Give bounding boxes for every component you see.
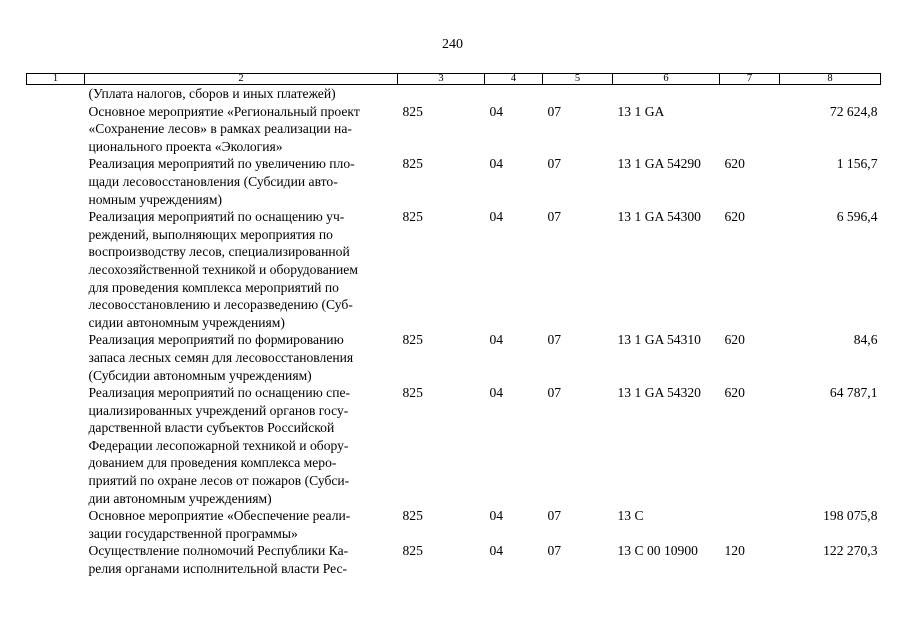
table-row [27,384,881,507]
table-row [27,85,881,103]
column-number-2: 2 [85,74,398,85]
item-name-line: дарственной власти субъектов Российской [88,420,335,436]
item-name-line: приятий по охране лесов от пожаров (Субси- [88,473,350,489]
item-name-line: (Уплата налогов, сборов и иных платежей) [88,86,336,101]
item-name-line: Осуществление полномочий Республики Ка- [88,543,349,559]
subsection-cell: 07 [547,103,562,119]
col1-cell [27,542,85,577]
col1-cell [27,208,85,331]
item-name-line: Реализация мероприятий по оснащению уч- [88,209,345,225]
amount-cell: 1 156,7 [836,156,878,172]
page-number: 240 [442,37,463,52]
amount-cell: 84,6 [853,332,878,348]
item-name-line: релия органами исполнительной власти Рес- [88,561,348,577]
admin-code-cell [398,85,485,103]
item-name-line: лесовосстановлению и лесоразведению (Суб- [88,297,353,313]
table-body [27,85,881,578]
column-number-4: 4 [485,74,543,85]
item-name-line: Федерации лесопожарной техникой и обору- [88,437,349,453]
subsection-cell: 07 [547,385,562,401]
target-article-cell: 13 С [617,508,644,524]
col1-cell [27,85,85,103]
target-article-cell: 13 1 GA 54300 [617,209,701,225]
admin-code-cell: 825 [402,385,423,401]
item-name-cell [85,85,398,103]
expense-type-cell: 120 [724,543,745,559]
col1-cell [27,103,85,156]
section-cell [485,85,543,103]
subsection-cell: 07 [547,156,562,172]
target-article-cell: 13 1 GA [617,103,665,119]
table-row [27,331,881,384]
column-number-6: 6 [613,74,720,85]
section-cell: 04 [489,543,504,559]
col1-cell [27,331,85,384]
admin-code-cell: 825 [402,543,423,559]
subsection-cell: 07 [547,508,562,524]
item-name-line: запаса лесных семян для лесовосстановления [88,349,354,365]
subsection-cell [543,85,613,103]
subsection-cell: 07 [547,543,562,559]
table-row [27,208,881,331]
item-name-line: лесохозяйственной техникой и оборудованием [88,261,358,277]
amount-cell [780,85,881,103]
item-name-cell [85,384,398,507]
section-cell: 04 [489,209,504,225]
table-row [27,542,881,577]
column-number-1: 1 [27,74,85,85]
item-name-line: ционального проекта «Экология» [88,138,283,154]
item-name-line: «Сохранение лесов» в рамках реализации на- [88,121,352,137]
item-name-line: Основное мероприятие «Региональный проект [88,103,360,119]
item-name-line: для проведения комплекса мероприятий по [88,279,339,295]
item-name-cell [85,208,398,331]
item-name-line: номным учреждениям) [88,191,223,207]
item-name-cell [85,507,398,542]
expense-type-cell: 620 [724,156,745,172]
item-name-line: зации государственной программы» [88,525,298,541]
admin-code-cell: 825 [402,332,423,348]
item-name-line: циализированных учреждений органов госу- [88,402,349,418]
target-article-cell: 13 1 GA 54310 [617,332,701,348]
expense-type-cell [720,103,780,156]
amount-cell: 6 596,4 [836,209,878,225]
item-name-line: Реализация мероприятий по оснащению спе- [88,385,351,401]
expense-type-cell: 620 [724,385,745,401]
amount-cell: 64 787,1 [829,385,878,401]
item-name-line: сидии автономным учреждениям) [88,314,285,330]
admin-code-cell: 825 [402,508,423,524]
column-number-7: 7 [720,74,780,85]
item-name-cell [85,542,398,577]
col1-cell [27,507,85,542]
section-cell: 04 [489,332,504,348]
column-number-5: 5 [543,74,613,85]
target-article-cell: 13 С 00 10900 [617,543,698,559]
amount-cell: 72 624,8 [829,103,878,119]
table-row [27,155,881,208]
column-number-row [27,74,881,85]
column-number-8: 8 [780,74,881,85]
item-name-line: воспроизводству лесов, специализированной [88,244,350,260]
item-name-line: реждений, выполняющих мероприятия по [88,226,333,242]
item-name-line: щади лесовосстановления (Субсидии авто- [88,173,338,189]
subsection-cell: 07 [547,332,562,348]
expense-type-cell [720,507,780,542]
item-name-cell [85,331,398,384]
section-cell: 04 [489,385,504,401]
table-row [27,103,881,156]
target-article-cell: 13 1 GA 54290 [617,156,701,172]
section-cell: 04 [489,156,504,172]
admin-code-cell: 825 [402,209,423,225]
section-cell: 04 [489,508,504,524]
admin-code-cell: 825 [402,156,423,172]
item-name-line: дованием для проведения комплекса меро- [88,455,337,471]
amount-cell: 122 270,3 [823,543,878,559]
item-name-line: Основное мероприятие «Обеспечение реали- [88,508,351,524]
target-article-cell [613,85,720,103]
item-name-line: дии автономным учреждениям) [88,490,272,506]
expense-type-cell: 620 [724,209,745,225]
target-article-cell: 13 1 GA 54320 [617,385,701,401]
item-name-cell [85,155,398,208]
subsection-cell: 07 [547,209,562,225]
item-name-line: Реализация мероприятий по увеличению пло- [88,156,355,172]
col1-cell [27,384,85,507]
item-name-line: (Субсидии автономным учреждениям) [88,367,312,383]
admin-code-cell: 825 [402,103,423,119]
table-header [27,74,881,85]
amount-cell: 198 075,8 [823,508,878,524]
col1-cell [27,155,85,208]
section-cell: 04 [489,103,504,119]
item-name-line: Реализация мероприятий по формированию [88,332,344,348]
column-number-3: 3 [398,74,485,85]
expense-type-cell: 620 [724,332,745,348]
item-name-cell [85,103,398,156]
table-row [27,507,881,542]
budget-table [26,73,881,578]
expense-type-cell [720,85,780,103]
